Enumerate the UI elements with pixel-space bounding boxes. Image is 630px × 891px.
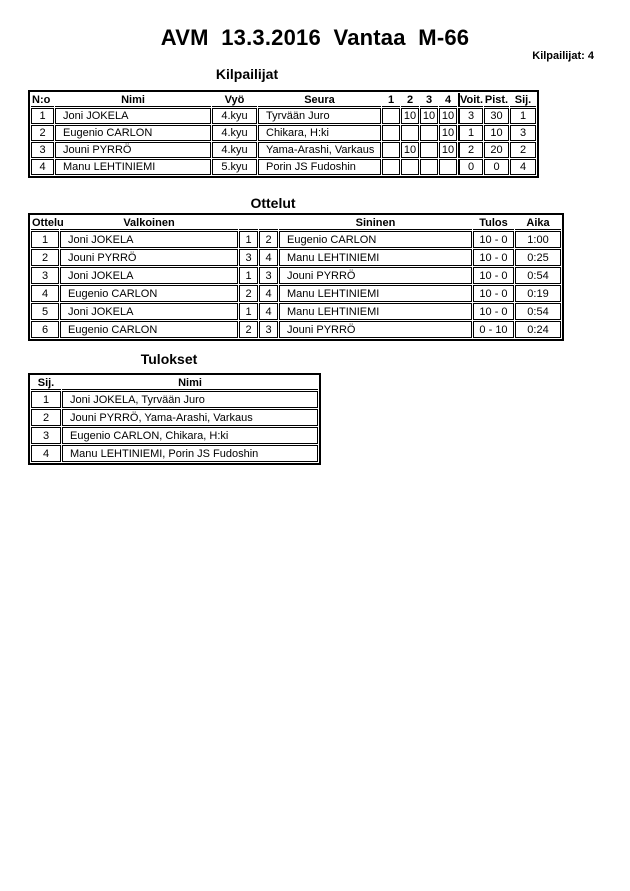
- table-row: [31, 159, 536, 175]
- cell-m3: 10: [420, 108, 438, 124]
- cell-voit: 2: [458, 142, 483, 158]
- cell-seura: Chikara, H:ki: [258, 125, 381, 141]
- cell-nimi: Manu LEHTINIEMI: [55, 159, 211, 175]
- cell-blue-number: 4: [259, 303, 278, 320]
- col-header-tulos: Tulos: [473, 216, 514, 230]
- cell-m4: 10: [439, 125, 457, 141]
- col-header-pist: Pist.: [484, 93, 509, 106]
- cell-blue-name: Manu LEHTINIEMI: [279, 249, 472, 266]
- cell-m1: [382, 125, 400, 141]
- cell-blue-number: 3: [259, 321, 278, 338]
- cell-time: 0:19: [515, 285, 561, 302]
- col-header-ottelu: Ottelu: [32, 216, 64, 229]
- col-header-aika: Aika: [515, 216, 561, 230]
- cell-blue-number: 3: [259, 267, 278, 284]
- cell-rank: 3: [31, 427, 61, 444]
- cell-m2: 10: [401, 142, 419, 158]
- cell-name: Eugenio CARLON, Chikara, H:ki: [62, 427, 318, 444]
- cell-time: 0:25: [515, 249, 561, 266]
- cell-white-name: Eugenio CARLON: [60, 285, 238, 302]
- cell-pist: 0: [484, 159, 509, 175]
- cell-pist: 30: [484, 108, 509, 124]
- cell-blue-name: Jouni PYRRÖ: [279, 267, 472, 284]
- cell-time: 0:54: [515, 303, 561, 320]
- cell-voit: 3: [458, 108, 483, 124]
- cell-match-number: 1: [31, 231, 59, 248]
- header-row: [31, 216, 561, 230]
- results-table: [28, 373, 321, 465]
- cell-no: 3: [31, 142, 54, 158]
- col-header-valkoinen: Valkoinen: [60, 216, 238, 230]
- cell-pist: 20: [484, 142, 509, 158]
- table-row: [31, 391, 318, 408]
- cell-match-number: 6: [31, 321, 59, 338]
- cell-pist: 10: [484, 125, 509, 141]
- cell-m4: 10: [439, 108, 457, 124]
- cell-vyo: 4.kyu: [212, 125, 257, 141]
- table-row: [31, 427, 318, 444]
- section-title-ottelut: Ottelut: [250, 195, 296, 211]
- col-header-no: N:o: [31, 93, 54, 107]
- cell-m1: [382, 159, 400, 175]
- cell-voit: 1: [458, 125, 483, 141]
- cell-nimi: Joni JOKELA: [55, 108, 211, 124]
- cell-match-number: 5: [31, 303, 59, 320]
- cell-sij: 4: [510, 159, 536, 175]
- cell-no: 2: [31, 125, 54, 141]
- table-row: [31, 125, 536, 141]
- cell-blue-number: 4: [259, 285, 278, 302]
- cell-sij: 1: [510, 108, 536, 124]
- cell-no: 4: [31, 159, 54, 175]
- cell-result: 10 - 0: [473, 231, 514, 248]
- page-title: AVM 13.3.2016 Vantaa M-66: [160, 25, 470, 50]
- cell-white-number: 3: [239, 249, 258, 266]
- cell-result: 0 - 10: [473, 321, 514, 338]
- col-header-white-number: [239, 216, 258, 230]
- cell-rank: 2: [31, 409, 61, 426]
- col-header-m4: 4: [439, 93, 457, 107]
- col-header-voit: Voit.: [460, 93, 484, 106]
- cell-m2: [401, 159, 419, 175]
- cell-m1: [382, 108, 400, 124]
- cell-time: 0:24: [515, 321, 561, 338]
- cell-white-name: Eugenio CARLON: [60, 321, 238, 338]
- cell-blue-number: 4: [259, 249, 278, 266]
- cell-rank: 4: [31, 445, 61, 462]
- col-header-sij: Sij.: [31, 376, 61, 390]
- col-header-m3: 3: [420, 93, 438, 107]
- table-row: [31, 249, 561, 266]
- table-row: [31, 142, 536, 158]
- cell-time: 1:00: [515, 231, 561, 248]
- matches-table: [28, 213, 564, 341]
- section-title-kilpailijat: Kilpailijat: [215, 66, 279, 82]
- cell-white-name: Joni JOKELA: [60, 267, 238, 284]
- cell-result: 10 - 0: [473, 303, 514, 320]
- cell-vyo: 4.kyu: [212, 108, 257, 124]
- col-header-nimi: Nimi: [55, 93, 211, 107]
- table-row: [31, 445, 318, 462]
- cell-vyo: 4.kyu: [212, 142, 257, 158]
- cell-white-name: Joni JOKELA: [60, 231, 238, 248]
- competitors-table: [28, 90, 539, 178]
- cell-name: Jouni PYRRÖ, Yama-Arashi, Varkaus: [62, 409, 318, 426]
- table-row: [31, 108, 536, 124]
- cell-no: 1: [31, 108, 54, 124]
- cell-vyo: 5.kyu: [212, 159, 257, 175]
- col-header-m1: 1: [382, 93, 400, 107]
- section-title-tulokset: Tulokset: [140, 351, 198, 367]
- table-row: [31, 231, 561, 248]
- cell-match-number: 4: [31, 285, 59, 302]
- header-row: [31, 93, 536, 107]
- table-row: [31, 267, 561, 284]
- cell-nimi: Jouni PYRRÖ: [55, 142, 211, 158]
- cell-seura: Tyrvään Juro: [258, 108, 381, 124]
- col-header-m2: 2: [401, 93, 419, 107]
- competitors-count: Kilpailijat: 4: [532, 50, 594, 62]
- cell-seura: Porin JS Fudoshin: [258, 159, 381, 175]
- cell-blue-name: Manu LEHTINIEMI: [279, 285, 472, 302]
- cell-seura: Yama-Arashi, Varkaus: [258, 142, 381, 158]
- col-header-vyo: Vyö: [212, 93, 257, 107]
- cell-name: Joni JOKELA, Tyrvään Juro: [62, 391, 318, 408]
- cell-white-name: Joni JOKELA: [60, 303, 238, 320]
- table-row: [31, 303, 561, 320]
- col-header-seura: Seura: [258, 93, 381, 107]
- cell-name: Manu LEHTINIEMI, Porin JS Fudoshin: [62, 445, 318, 462]
- cell-sij: 2: [510, 142, 536, 158]
- col-header-sij: Sij.: [510, 93, 536, 107]
- cell-result: 10 - 0: [473, 267, 514, 284]
- cell-blue-name: Jouni PYRRÖ: [279, 321, 472, 338]
- cell-blue-number: 2: [259, 231, 278, 248]
- cell-white-number: 1: [239, 231, 258, 248]
- cell-white-number: 1: [239, 303, 258, 320]
- cell-white-name: Jouni PYRRÖ: [60, 249, 238, 266]
- col-header-sininen: Sininen: [279, 216, 472, 230]
- cell-nimi: Eugenio CARLON: [55, 125, 211, 141]
- cell-result: 10 - 0: [473, 285, 514, 302]
- cell-white-number: 1: [239, 267, 258, 284]
- cell-voit: 0: [458, 159, 483, 175]
- table-row: [31, 409, 318, 426]
- cell-match-number: 2: [31, 249, 59, 266]
- cell-m4: 10: [439, 142, 457, 158]
- cell-time: 0:54: [515, 267, 561, 284]
- cell-m4: [439, 159, 457, 175]
- cell-m2: [401, 125, 419, 141]
- cell-sij: 3: [510, 125, 536, 141]
- cell-match-number: 3: [31, 267, 59, 284]
- cell-white-number: 2: [239, 321, 258, 338]
- col-header-blue-number: [259, 216, 278, 230]
- cell-blue-name: Eugenio CARLON: [279, 231, 472, 248]
- cell-m3: [420, 142, 438, 158]
- col-header-nimi: Nimi: [62, 376, 318, 390]
- cell-m3: [420, 125, 438, 141]
- cell-rank: 1: [31, 391, 61, 408]
- header-row: [31, 376, 318, 390]
- cell-m1: [382, 142, 400, 158]
- cell-white-number: 2: [239, 285, 258, 302]
- cell-m3: [420, 159, 438, 175]
- table-row: [31, 321, 561, 338]
- table-row: [31, 285, 561, 302]
- cell-blue-name: Manu LEHTINIEMI: [279, 303, 472, 320]
- cell-result: 10 - 0: [473, 249, 514, 266]
- cell-m2: 10: [401, 108, 419, 124]
